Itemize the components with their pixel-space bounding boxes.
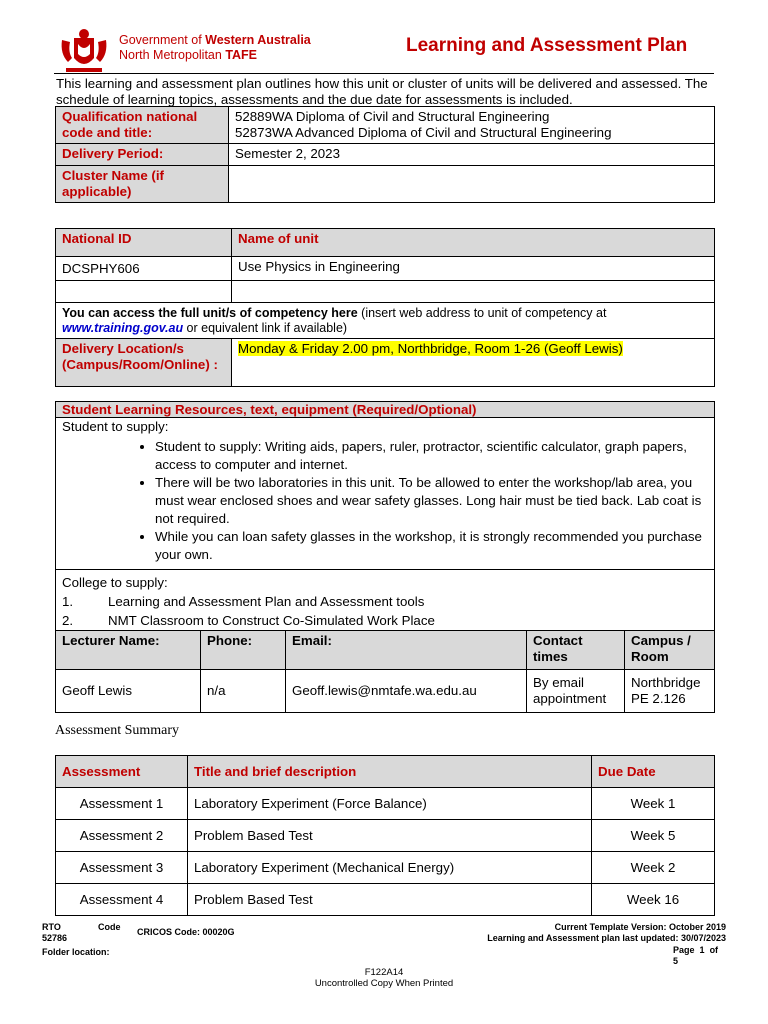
empty-id-cell (56, 281, 232, 303)
empty-name-cell (232, 281, 715, 303)
footer-rto-number: 52786 (42, 933, 68, 943)
campus-room-header: Campus / Room (625, 631, 715, 670)
unit-name-header: Name of unit (232, 229, 715, 257)
footer-page-number: Page 1 of 5 (673, 945, 719, 966)
assessment-due-date: Week 5 (592, 820, 715, 852)
assessment-title: Laboratory Experiment (Force Balance) (188, 788, 592, 820)
org-name-line2: North Metropolitan TAFE (119, 48, 258, 62)
training-gov-link[interactable]: www.training.gov.au (62, 321, 184, 335)
table-row (56, 788, 715, 820)
footer-uncontrolled-note: Uncontrolled Copy When Printed (314, 978, 454, 989)
assessment-title: Problem Based Test (188, 884, 592, 916)
table-row (56, 820, 715, 852)
college-supply-item: 1. Learning and Assessment Plan and Assessment tools (62, 594, 425, 609)
lecturer-name-value: Geoff Lewis (56, 670, 201, 713)
intro-paragraph: This learning and assessment plan outlines how this unit or cluster of units will be delivered and assessed. The schedule of learning topics, assessments and the due date for assessments is included. (56, 76, 708, 107)
national-id-header: National ID (56, 229, 232, 257)
assessment-name: Assessment 4 (56, 884, 188, 916)
delivery-period-value: Semester 2, 2023 (229, 144, 715, 166)
cluster-name-value (229, 166, 715, 203)
footer-cricos: CRICOS Code: 00020G (137, 927, 235, 937)
assessment-title: Laboratory Experiment (Mechanical Energy) (188, 852, 592, 884)
student-supply-item: • There will be two laboratories in this unit. To be allowed to enter the workshop/lab area, you must wear enclosed shoes and wear safety glasses. Long hair must be tied back. Lab coat is not required. (155, 474, 708, 528)
org-name-line1: Government of Western Australia (119, 33, 311, 47)
document-title: Learning and Assessment Plan (406, 35, 688, 56)
table-row (56, 884, 715, 916)
assessment-table (55, 755, 715, 916)
resources-header: Student Learning Resources, text, equipment (Required/Optional) (56, 402, 715, 418)
footer-form-code: F122A14 (364, 967, 404, 978)
delivery-location-label: Delivery Location/s (Campus/Room/Online) : (56, 339, 232, 387)
assessment-due-date: Week 16 (592, 884, 715, 916)
footer-folder-location: Folder location: (42, 947, 110, 957)
assessment-name: Assessment 3 (56, 852, 188, 884)
footer-code-label: Code (98, 922, 121, 932)
contact-times-value: By email appointment (527, 670, 625, 713)
qualification-label: Qualification national code and title: (56, 107, 229, 144)
wa-coat-of-arms-icon (56, 28, 112, 76)
national-id-value: DCSPHY606 (56, 257, 232, 281)
delivery-period-label: Delivery Period: (56, 144, 229, 166)
email-header: Email: (286, 631, 527, 670)
qualification-table (55, 106, 715, 203)
qualification-value: 52889WA Diploma of Civil and Structural Engineering 52873WA Advanced Diploma of Civil and Structural Engineering (229, 107, 715, 144)
header-divider (54, 73, 714, 74)
student-supply-item: • While you can loan safety glasses in the workshop, it is strongly recommended you purchase your own. (155, 528, 708, 564)
competency-access-note: You can access the full unit/s of competency here (insert web address to unit of competency at www.training.gov.au or equivalent link if available) (56, 303, 715, 339)
title-description-header: Title and brief description (188, 756, 592, 788)
college-supply-list (62, 592, 708, 630)
unit-name-value: Use Physics in Engineering (232, 257, 715, 281)
student-supply-cell (56, 418, 715, 570)
campus-room-value: Northbridge PE 2.126 (625, 670, 715, 713)
assessment-title: Problem Based Test (188, 820, 592, 852)
delivery-location-value: Monday & Friday 2.00 pm, Northbridge, Room 1-26 (Geoff Lewis) (232, 339, 715, 387)
assessment-due-date: Week 2 (592, 852, 715, 884)
college-supply-item: 2. NMT Classroom to Construct Co-Simulated Work Place (62, 613, 435, 628)
student-supply-item: • Student to supply: Writing aids, papers, ruler, protractor, scientific calculator, graph papers, access to computer and internet. (155, 438, 708, 474)
table-row (56, 852, 715, 884)
college-supply-intro: College to supply: (62, 575, 168, 590)
resources-table (55, 401, 715, 713)
assessment-header: Assessment (56, 756, 188, 788)
assessment-name: Assessment 2 (56, 820, 188, 852)
footer-rto-label: RTO (42, 922, 61, 932)
email-value: Geoff.lewis@nmtafe.wa.edu.au (286, 670, 527, 713)
phone-value: n/a (201, 670, 286, 713)
footer-template-version: Current Template Version: October 2019 (554, 922, 726, 932)
assessment-summary-label: Assessment Summary (55, 723, 180, 738)
unit-table (55, 228, 715, 387)
student-supply-list (62, 438, 708, 564)
student-supply-intro: Student to supply: (62, 419, 169, 434)
lecturer-name-header: Lecturer Name: (56, 631, 201, 670)
footer-last-updated: Learning and Assessment plan last updated: 30/07/2023 (487, 933, 726, 943)
due-date-header: Due Date (592, 756, 715, 788)
college-supply-cell (56, 570, 715, 631)
phone-header: Phone: (201, 631, 286, 670)
assessment-due-date: Week 1 (592, 788, 715, 820)
cluster-name-label: Cluster Name (if applicable) (56, 166, 229, 203)
assessment-name: Assessment 1 (56, 788, 188, 820)
contact-times-header: Contact times (527, 631, 625, 670)
